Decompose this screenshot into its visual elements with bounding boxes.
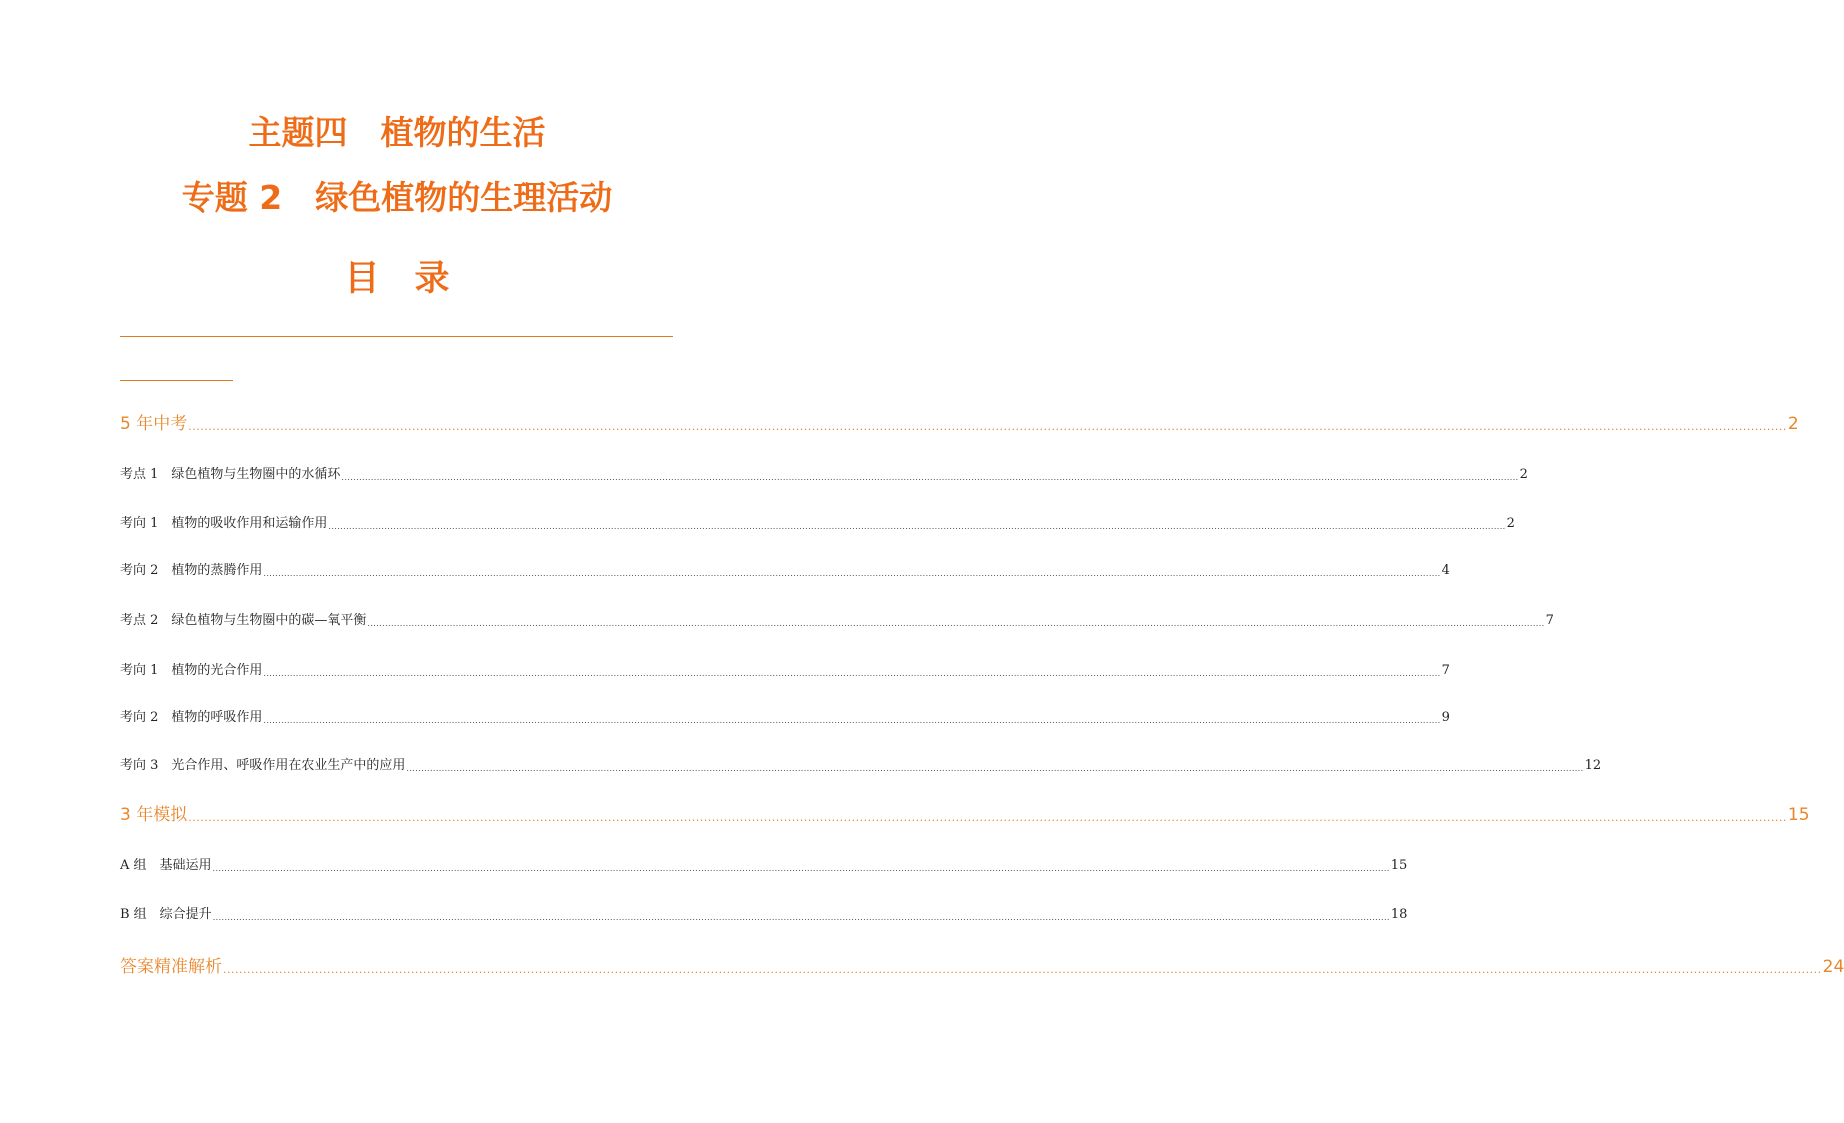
toc-leader-dots: ................................................................................................................................................................................................................................................................................................................................................................................................................	[263, 716, 1441, 725]
toc-entry-major[interactable]	[120, 956, 1844, 978]
toc-page-number: 15	[1390, 858, 1408, 873]
toc-leader-dots: ................................................................................................................................................................................................................................................................................................................................................................................................................	[188, 811, 1787, 824]
toc-leader-dots: ................................................................................................................................................................................................................................................................................................................................................................................................................	[328, 522, 1506, 531]
toc-page-number: 4	[1441, 563, 1450, 578]
toc-entry-major[interactable]	[120, 804, 1810, 826]
toc-entry[interactable]	[120, 906, 1408, 924]
toc-leader-dots: ................................................................................................................................................................................................................................................................................................................................................................................................................	[223, 963, 1822, 976]
toc-entry[interactable]	[120, 709, 1450, 727]
toc-entry[interactable]	[120, 466, 1528, 484]
toc-leader-dots: ................................................................................................................................................................................................................................................................................................................................................................................................................	[212, 913, 1390, 922]
toc-leader-dots: ................................................................................................................................................................................................................................................................................................................................................................................................................	[367, 619, 1545, 628]
toc-page-number: 15	[1787, 805, 1810, 825]
toc-entry-label: 5 年中考	[120, 414, 188, 434]
toc-leader-dots: ................................................................................................................................................................................................................................................................................................................................................................................................................	[406, 764, 1584, 773]
toc-leader-dots: ................................................................................................................................................................................................................................................................................................................................................................................................................	[341, 473, 1519, 482]
toc-entry-label: 考向 3 光合作用、呼吸作用在农业生产中的应用	[120, 758, 406, 773]
toc-entry-label: 3 年模拟	[120, 805, 188, 825]
toc-page-number: 2	[1506, 516, 1515, 531]
toc-entry-label: 考向 1 植物的光合作用	[120, 663, 263, 678]
toc-entry[interactable]	[120, 612, 1554, 630]
divider-line-short	[120, 380, 233, 381]
toc-entry-label: 答案精准解析	[120, 957, 222, 977]
toc-page-number: 2	[1519, 467, 1528, 482]
toc-entry[interactable]	[120, 857, 1408, 875]
toc-entry-label: A 组 基础运用	[120, 858, 212, 873]
toc-page-number: 9	[1441, 710, 1450, 725]
divider-line	[120, 336, 673, 337]
toc-page-number: 7	[1545, 613, 1554, 628]
toc-leader-dots: ................................................................................................................................................................................................................................................................................................................................................................................................................	[263, 569, 1441, 578]
toc-entry-major[interactable]	[120, 413, 1799, 435]
toc-entry[interactable]	[120, 515, 1515, 533]
toc-page-number: 24	[1822, 957, 1844, 977]
toc-entry[interactable]	[120, 757, 1602, 775]
toc-page-number: 7	[1441, 663, 1450, 678]
topic-title: 专题 2 绿色植物的生理活动	[181, 178, 613, 217]
toc-entry[interactable]	[120, 562, 1450, 580]
toc-page-number: 18	[1390, 907, 1408, 922]
toc-entry-label: 考向 1 植物的吸收作用和运输作用	[120, 516, 328, 531]
toc-page-number: 2	[1787, 414, 1799, 434]
contents-heading: 目 录	[344, 259, 450, 299]
toc-leader-dots: ................................................................................................................................................................................................................................................................................................................................................................................................................	[263, 669, 1441, 678]
toc-entry-label: 考向 2 植物的呼吸作用	[120, 710, 263, 725]
toc-leader-dots: ................................................................................................................................................................................................................................................................................................................................................................................................................	[212, 864, 1390, 873]
theme-title: 主题四 植物的生活	[248, 113, 546, 152]
toc-entry-label: 考向 2 植物的蒸腾作用	[120, 563, 263, 578]
toc-entry[interactable]	[120, 662, 1450, 680]
toc-leader-dots: ................................................................................................................................................................................................................................................................................................................................................................................................................	[188, 420, 1787, 433]
toc-entry-label: B 组 综合提升	[120, 907, 212, 922]
toc-entry-label: 考点 1 绿色植物与生物圈中的水循环	[120, 467, 341, 482]
toc-page-number: 12	[1584, 758, 1602, 773]
toc-entry-label: 考点 2 绿色植物与生物圈中的碳—氧平衡	[120, 613, 367, 628]
